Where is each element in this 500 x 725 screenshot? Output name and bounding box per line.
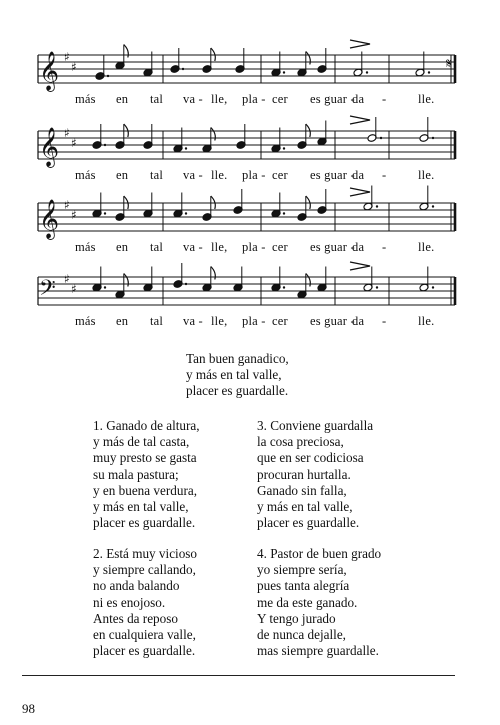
dot	[376, 286, 378, 288]
staff-system	[38, 186, 455, 241]
lyric-syllable: lle.	[418, 92, 435, 106]
lyric-syllable: lle.	[418, 168, 435, 182]
verse-line: muy presto se gasta	[93, 450, 197, 466]
lyric-syllable: lle.	[418, 314, 435, 328]
lyric-syllable: pla -	[242, 168, 266, 182]
segno-sign: 𝄋	[446, 56, 453, 72]
lyric-syllable: lle,	[211, 314, 228, 328]
lyric-syllable: más	[75, 92, 96, 106]
refrain	[186, 351, 289, 400]
treble-clef-icon: 𝄞	[39, 51, 60, 91]
dot	[283, 286, 285, 288]
verse-line: y más en tal valle,	[93, 498, 189, 514]
lyric-syllable: va -	[183, 92, 203, 106]
note-flag	[211, 128, 216, 141]
accent-mark-icon	[350, 262, 370, 270]
lyric-syllable: tal	[150, 314, 164, 328]
verse-line: 3. Conviene guardalla	[257, 418, 374, 433]
lyric-syllable: pla -	[242, 240, 266, 254]
note-flag	[124, 274, 129, 287]
note-flag	[124, 45, 129, 58]
verse-line: Ganado sin falla,	[257, 482, 347, 498]
lyric-syllable: cer	[272, 92, 288, 106]
accent-mark-icon	[350, 116, 370, 124]
verse-line: en cualquiera valle,	[93, 626, 196, 642]
dot	[432, 286, 434, 288]
dot	[428, 71, 430, 73]
verse-line: mas siempre guardalle.	[257, 643, 379, 659]
lyric-syllable: más	[75, 314, 96, 328]
lyric-syllable: lle,	[211, 92, 228, 106]
verse-line: no anda balando	[93, 578, 180, 594]
verse-line: y siempre callando,	[93, 562, 196, 578]
note-flag	[306, 52, 311, 65]
lyric-syllable: es guar -	[310, 92, 355, 106]
verse-line: placer es guardalle.	[93, 643, 196, 659]
dot	[283, 147, 285, 149]
accent-mark-icon	[350, 188, 370, 196]
lyric-syllable: es guar -	[310, 168, 355, 182]
sharp-icon: ♯	[71, 208, 77, 222]
lyric-syllable: en	[116, 314, 129, 328]
verse-line: yo siempre sería,	[257, 562, 347, 578]
lyric-syllable: pla -	[242, 314, 266, 328]
lyric-syllable: lle.	[211, 168, 228, 182]
dot	[185, 147, 187, 149]
verse-line: que en ser codiciosa	[257, 450, 364, 466]
refrain-line: Tan buen ganadico,	[186, 351, 289, 366]
dot	[432, 205, 434, 207]
lyric-syllable: -	[382, 240, 387, 254]
lyric-syllable: va -	[183, 240, 203, 254]
sharp-icon: ♯	[71, 136, 77, 150]
verse-line: procuran hurtalla.	[257, 466, 351, 482]
verse-line: y más de tal casta,	[93, 434, 190, 450]
lyric-syllable: es guar -	[310, 314, 355, 328]
note-flag	[211, 267, 216, 280]
lyric-syllable: pla -	[242, 92, 266, 106]
dot	[366, 71, 368, 73]
lyric-syllable: es guar -	[310, 240, 355, 254]
lyric-syllable: va -	[183, 168, 203, 182]
verse-line: Antes da reposo	[93, 610, 178, 626]
dot	[283, 212, 285, 214]
dot	[104, 286, 106, 288]
lyric-syllable: va -	[183, 314, 203, 328]
page-number: 98	[22, 701, 35, 716]
verse-line: Y tengo jurado	[257, 610, 336, 626]
staff-system	[38, 262, 455, 306]
verse-line: ni es enojoso.	[93, 594, 166, 610]
dot	[104, 144, 106, 146]
lyric-syllable: lle.	[418, 240, 435, 254]
dot	[380, 137, 382, 139]
sharp-icon: ♯	[64, 50, 70, 64]
verse-line: y más en tal valle,	[257, 498, 353, 514]
verse-line: placer es guardalle.	[93, 515, 196, 531]
verse-line: 2. Está muy vicioso	[93, 546, 198, 561]
lyric-syllable: más	[75, 168, 96, 182]
refrain-line: y más en tal valle,	[186, 367, 282, 383]
dot	[376, 205, 378, 207]
lyric-syllable: da	[352, 168, 365, 182]
verse-line: 4. Pastor de buen grado	[257, 546, 382, 561]
note-flag	[306, 274, 311, 287]
lyric-syllable: -	[382, 314, 387, 328]
lyric-syllable: tal	[150, 240, 164, 254]
sharp-icon: ♯	[64, 272, 70, 286]
accent-mark-icon	[350, 40, 370, 48]
treble-clef-icon: 𝄞	[39, 127, 60, 167]
verse-line: y en buena verdura,	[93, 482, 197, 498]
lyric-syllable: en	[116, 92, 129, 106]
verse-line: 1. Ganado de altura,	[93, 418, 200, 433]
sharp-icon: ♯	[71, 60, 77, 74]
lyric-syllable: da	[352, 314, 365, 328]
lyric-syllable: cer	[272, 314, 288, 328]
verse-3	[257, 418, 373, 531]
staff-system	[38, 40, 455, 92]
footer-rule	[22, 675, 455, 676]
lyric-syllable: en	[116, 240, 129, 254]
lyric-syllable: cer	[272, 168, 288, 182]
dot	[182, 68, 184, 70]
refrain-line: placer es guardalle.	[186, 383, 289, 399]
dot	[185, 283, 187, 285]
lyric-syllable: tal	[150, 92, 164, 106]
verse-2	[93, 546, 197, 659]
verse-line: su mala pastura;	[93, 466, 179, 482]
lyric-syllable: cer	[272, 240, 288, 254]
verse-line: la cosa preciosa,	[257, 434, 344, 450]
verse-line: pues tanta alegría	[257, 578, 350, 594]
lyric-syllable: da	[352, 240, 365, 254]
sharp-icon: ♯	[64, 126, 70, 140]
verse-line: placer es guardalle.	[257, 515, 360, 531]
sharp-icon: ♯	[64, 198, 70, 212]
staff-system	[38, 116, 455, 168]
dot	[185, 212, 187, 214]
lyric-syllable: lle,	[211, 240, 228, 254]
dot	[104, 212, 106, 214]
lyric-syllable: en	[116, 168, 129, 182]
dot	[107, 75, 109, 77]
dot	[283, 71, 285, 73]
verse-line: me da este ganado.	[257, 594, 358, 610]
dot	[432, 137, 434, 139]
lyric-syllable: -	[382, 168, 387, 182]
verse-line: de nunca dejalle,	[257, 626, 346, 642]
lyric-syllable: tal	[150, 168, 164, 182]
lyric-syllable: más	[75, 240, 96, 254]
treble-clef-icon: 𝄞	[39, 199, 60, 239]
lyric-syllable: da	[352, 92, 365, 106]
lyric-syllable: -	[382, 92, 387, 106]
verse-1	[93, 418, 200, 531]
sharp-icon: ♯	[71, 282, 77, 296]
bass-clef-icon: 𝄢	[39, 276, 56, 306]
verse-4	[257, 546, 381, 659]
